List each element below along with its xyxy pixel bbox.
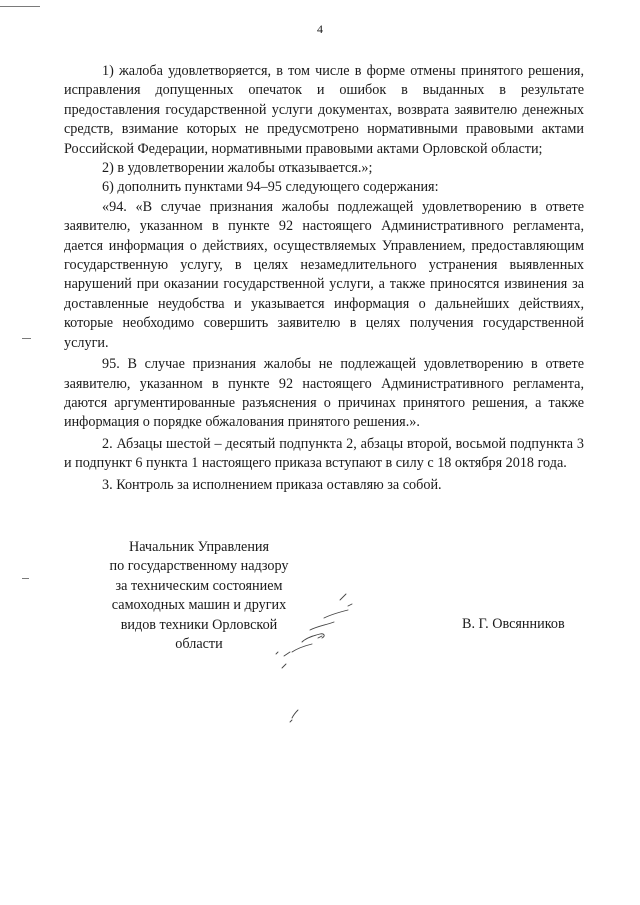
- scan-mark-top: [0, 6, 40, 7]
- paragraph-complaint-refused: 2) в удовлетворении жалобы отказывается.»;: [102, 160, 373, 177]
- signatory-title-line: по государственному надзору: [109, 558, 289, 575]
- scan-mark-left: [22, 338, 31, 339]
- paragraph-item-95: 95. В случае признания жалобы не подлежащей удовлетворению в ответе заявителю, указанном в пункте 92 настоящего Административного регламента, даются аргументированные разъяснения о причинах принятого решения, а также информация о порядке обжалования принятого решения.».: [64, 356, 584, 431]
- page-number: 4: [317, 22, 323, 36]
- paragraph-item-94: «94. «В случае признания жалобы подлежащей удовлетворению в ответе заявителю, указанном в пункте 92 настоящего Административного регламента, дается информация о действиях, осуществляемых Управлением, предоставляющим государственную услугу, в целях незамедлительного устранения выявленных нарушений при оказании государственной услуги, а также приносятся извинения за доставленные неудобства и указывается информация о дальнейших действиях, которые необходимо совершить заявителю в целях получения государственной услуги.: [64, 198, 584, 351]
- handwritten-signature: [262, 592, 372, 742]
- paragraph-control: 3. Контроль за исполнением приказа оставляю за собой.: [102, 476, 442, 493]
- paragraph-effective-date: 2. Абзацы шестой – десятый подпункта 2, абзацы второй, восьмой подпункта 3 и подпункт 6 пункта 1 настоящего приказа вступают в силу с 18 октября 2018 года.: [64, 435, 584, 472]
- signatory-title-line: за техническим состоянием: [115, 577, 283, 594]
- signatory-name: В. Г. Овсянников: [462, 616, 565, 632]
- paragraph-complaint-satisfied: 1) жалоба удовлетворяется, в том числе в форме отмены принятого решения, исправления допущенных опечаток и ошибок в выданных в результате предоставления государственной услуги документах, возврата заявителю денежных средств, взимание которых не предусмотрено нормативными правовыми актами Российской Федерации, нормативными правовыми актами Орловской области;: [64, 63, 584, 157]
- signatory-title-line: видов техники Орловской: [120, 616, 278, 633]
- signatory-title-line: самоходных машин и других: [111, 597, 287, 614]
- signatory-title-line: области: [175, 636, 223, 653]
- paragraph-add-items: 6) дополнить пунктами 94–95 следующего содержания:: [102, 179, 439, 196]
- scan-mark-left-lower: [22, 578, 29, 579]
- document-body: [64, 62, 584, 495]
- signatory-title-line: Начальник Управления: [128, 539, 270, 555]
